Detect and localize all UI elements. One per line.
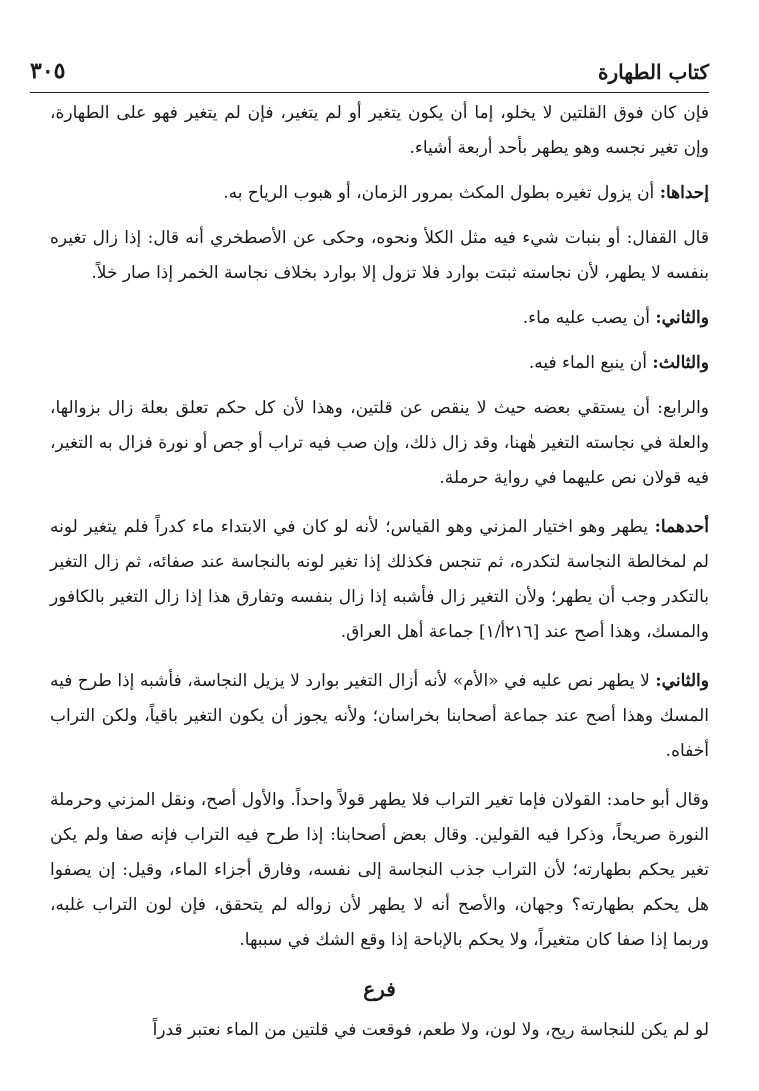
paragraph [50,301,709,336]
page-header [30,56,709,93]
paragraph [50,664,709,769]
section-heading: فرع [363,977,396,1001]
paragraph: لو لم يكن للنجاسة ريح، ولا لون، ولا طعم، فوقعت في قلتين من الماء نعتبر قدراً [152,1020,709,1040]
paragraph: والرابع: أن يستقي بعضه حيث لا ينقص عن قلتين، وهذا لأن كل حكم تعلق بعلة زال بزوالها، والعلة في نجاسته التغير هٰهنا، وقد زال ذلك، وإن صب فيه تراب أو جص أو نورة فزال به التغير، فيه قولان نص عليهما في رواية حرملة. [50,398,709,488]
paragraph-lead: إحداها: [659,183,709,203]
paragraph: وقال أبو حامد: القولان فإما تغير التراب فلا يطهر قولاً واحداً. والأول أصح، ونقل المزني وحرملة النورة صريحاً، وذكرا فيه القولين. وقال بعض أصحابنا: إذا طرح فيه التراب فإنه صفا ولم يكن تغير يحكم بطهارته؛ لأن التراب جذب النجاسة إلى نفسه، وفارق أجزاء الماء، وقيل: إن يصفوا هل يحكم بطهارته؟ وجهان، والأصح أنه لا يطهر لأن زواله لم يتحقق، فإن لون التراب غلبه، وربما إذا صفا كان متغيراً، ولا يحكم بالإباحة إذا وقع الشك في سببها. [50,790,709,950]
paragraph-text: أن ينبع الماء فيه. [528,353,653,373]
paragraph-text: أن يصب عليه ماء. [522,308,656,328]
chapter-title: كتاب الطهارة [598,60,709,84]
paragraph-lead: أحدهما: [654,517,709,537]
paragraph-text: يطهر وهو اختيار المزني وهو القياس؛ لأنه لو كان في الابتداء ماء كدراً فلم يتغير لونه لم لمخالطة النجاسة لتكدره، ثم تنجس فكذلك إذا تغير لونه بالنجاسة عند صفائه، ثم زال التغير بالتكدر وجب أن يطهر؛ ولأن التغير زال فأشبه إذا زال بنفسه وتفارق هذا إذا زال التغير بالكافور والمسك، وهذا أصح عند [٢١٦أ/١] جماعة أهل العراق. [50,517,709,642]
paragraph [50,510,709,650]
paragraph: فإن كان فوق القلتين لا يخلو، إما أن يكون يتغير أو لم يتغير، فإن لم يتغير فهو على الطهارة، وإن تغير نجسه وهو يطهر بأحد أربعة أشياء. [50,103,709,158]
paragraph-lead: والثالث: [652,353,709,373]
paragraph-text: لا يطهر نص عليه في «الأم» لأنه أزال التغير بوارد لا يزيل النجاسة، فأشبه إذا طرح فيه المسك وهذا أصح عند جماعة أصحابنا بخراسان؛ ولأنه يجوز أن يكون التغير باقياً، ولكن التراب أخفاه. [50,671,709,761]
paragraph [50,176,709,211]
page-number: ٣٠٥ [30,58,66,84]
page-body [50,96,709,1062]
paragraph-lead: والثاني: [655,308,709,328]
paragraph-lead: والثاني: [655,671,709,691]
paragraph-text: أن يزول تغيره بطول المكث بمرور الزمان، أو هبوب الرياح به. [223,183,660,203]
paragraph [50,346,709,381]
paragraph: قال القفال: أو بنبات شيء فيه مثل الكلأ ونحوه، وحكى عن الأصطخري أنه قال: إذا زال تغيره بنفسه لا يطهر، لأن نجاسته ثبتت بوارد فلا تزول إلا بوارد بخلاف نجاسة الخمر إذا صار خلاً. [50,228,709,283]
